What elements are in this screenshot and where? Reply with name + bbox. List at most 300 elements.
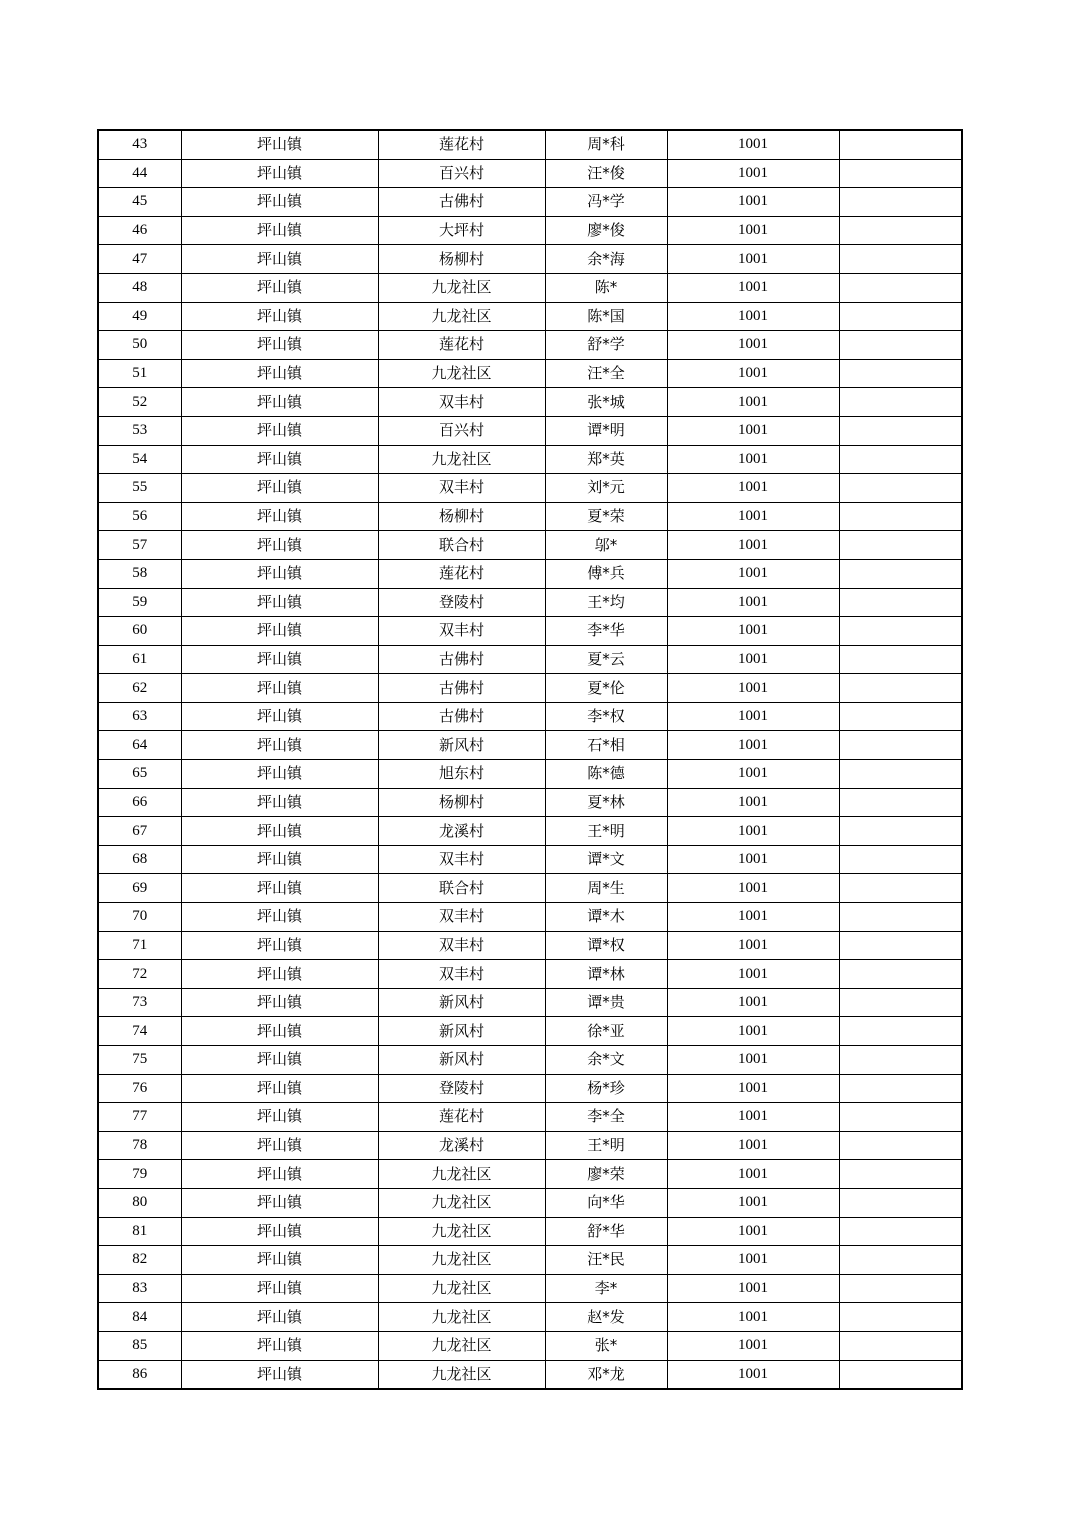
table-row [98, 617, 962, 646]
village-cell: 古佛村 [378, 645, 545, 674]
name-cell: 徐*亚 [545, 1017, 667, 1046]
row-number: 82 [98, 1246, 181, 1275]
row-number: 57 [98, 531, 181, 560]
remark-cell [839, 960, 962, 989]
remark-cell [839, 674, 962, 703]
table-row [98, 531, 962, 560]
name-cell: 舒*华 [545, 1217, 667, 1246]
town-cell: 坪山镇 [181, 531, 378, 560]
name-cell: 李*全 [545, 1103, 667, 1132]
village-cell: 九龙社区 [378, 445, 545, 474]
remark-cell [839, 788, 962, 817]
town-cell: 坪山镇 [181, 588, 378, 617]
remark-cell [839, 1017, 962, 1046]
table-row [98, 1017, 962, 1046]
row-number: 81 [98, 1217, 181, 1246]
amount-cell: 1001 [667, 760, 839, 789]
town-cell: 坪山镇 [181, 1103, 378, 1132]
amount-cell: 1001 [667, 1188, 839, 1217]
table-row [98, 216, 962, 245]
row-number: 84 [98, 1303, 181, 1332]
name-cell: 谭*木 [545, 903, 667, 932]
village-cell: 联合村 [378, 874, 545, 903]
table-row [98, 874, 962, 903]
town-cell: 坪山镇 [181, 1074, 378, 1103]
village-cell: 龙溪村 [378, 1131, 545, 1160]
amount-cell: 1001 [667, 988, 839, 1017]
amount-cell: 1001 [667, 960, 839, 989]
town-cell: 坪山镇 [181, 388, 378, 417]
remark-cell [839, 445, 962, 474]
village-cell: 杨柳村 [378, 245, 545, 274]
table-row [98, 960, 962, 989]
remark-cell [839, 1303, 962, 1332]
amount-cell: 1001 [667, 159, 839, 188]
table-row [98, 760, 962, 789]
amount-cell: 1001 [667, 1360, 839, 1389]
village-cell: 新风村 [378, 731, 545, 760]
amount-cell: 1001 [667, 331, 839, 360]
town-cell: 坪山镇 [181, 1274, 378, 1303]
name-cell: 陈* [545, 273, 667, 302]
table-row [98, 1331, 962, 1360]
remark-cell [839, 1188, 962, 1217]
remark-cell [839, 388, 962, 417]
remark-cell [839, 1074, 962, 1103]
town-cell: 坪山镇 [181, 1188, 378, 1217]
table-row [98, 388, 962, 417]
roster-table [97, 129, 963, 1390]
name-cell: 邓*龙 [545, 1360, 667, 1389]
village-cell: 古佛村 [378, 702, 545, 731]
village-cell: 九龙社区 [378, 359, 545, 388]
name-cell: 周*生 [545, 874, 667, 903]
row-number: 49 [98, 302, 181, 331]
table-row [98, 817, 962, 846]
table-row [98, 130, 962, 159]
amount-cell: 1001 [667, 1217, 839, 1246]
remark-cell [839, 731, 962, 760]
row-number: 62 [98, 674, 181, 703]
remark-cell [839, 531, 962, 560]
village-cell: 新风村 [378, 1017, 545, 1046]
name-cell: 向*华 [545, 1188, 667, 1217]
town-cell: 坪山镇 [181, 1360, 378, 1389]
town-cell: 坪山镇 [181, 159, 378, 188]
name-cell: 夏*伦 [545, 674, 667, 703]
village-cell: 双丰村 [378, 903, 545, 932]
town-cell: 坪山镇 [181, 1246, 378, 1275]
name-cell: 谭*贵 [545, 988, 667, 1017]
remark-cell [839, 645, 962, 674]
town-cell: 坪山镇 [181, 302, 378, 331]
table-row [98, 302, 962, 331]
amount-cell: 1001 [667, 1246, 839, 1275]
row-number: 86 [98, 1360, 181, 1389]
amount-cell: 1001 [667, 845, 839, 874]
name-cell: 夏*荣 [545, 502, 667, 531]
name-cell: 谭*林 [545, 960, 667, 989]
row-number: 73 [98, 988, 181, 1017]
amount-cell: 1001 [667, 188, 839, 217]
name-cell: 冯*学 [545, 188, 667, 217]
name-cell: 张* [545, 1331, 667, 1360]
village-cell: 双丰村 [378, 388, 545, 417]
village-cell: 莲花村 [378, 1103, 545, 1132]
row-number: 63 [98, 702, 181, 731]
row-number: 83 [98, 1274, 181, 1303]
amount-cell: 1001 [667, 817, 839, 846]
town-cell: 坪山镇 [181, 874, 378, 903]
village-cell: 九龙社区 [378, 1160, 545, 1189]
row-number: 70 [98, 903, 181, 932]
table-row [98, 1131, 962, 1160]
amount-cell: 1001 [667, 674, 839, 703]
village-cell: 九龙社区 [378, 1188, 545, 1217]
table-row [98, 273, 962, 302]
town-cell: 坪山镇 [181, 845, 378, 874]
name-cell: 王*明 [545, 817, 667, 846]
remark-cell [839, 416, 962, 445]
town-cell: 坪山镇 [181, 1303, 378, 1332]
row-number: 44 [98, 159, 181, 188]
amount-cell: 1001 [667, 302, 839, 331]
remark-cell [839, 331, 962, 360]
amount-cell: 1001 [667, 445, 839, 474]
amount-cell: 1001 [667, 1274, 839, 1303]
table-row [98, 559, 962, 588]
amount-cell: 1001 [667, 216, 839, 245]
table-row [98, 931, 962, 960]
remark-cell [839, 188, 962, 217]
row-number: 61 [98, 645, 181, 674]
table-row [98, 359, 962, 388]
amount-cell: 1001 [667, 130, 839, 159]
amount-cell: 1001 [667, 1103, 839, 1132]
village-cell: 双丰村 [378, 474, 545, 503]
town-cell: 坪山镇 [181, 559, 378, 588]
town-cell: 坪山镇 [181, 445, 378, 474]
remark-cell [839, 760, 962, 789]
row-number: 51 [98, 359, 181, 388]
table-row [98, 416, 962, 445]
town-cell: 坪山镇 [181, 1131, 378, 1160]
name-cell: 郑*英 [545, 445, 667, 474]
town-cell: 坪山镇 [181, 731, 378, 760]
town-cell: 坪山镇 [181, 474, 378, 503]
row-number: 55 [98, 474, 181, 503]
town-cell: 坪山镇 [181, 502, 378, 531]
remark-cell [839, 1274, 962, 1303]
table-row [98, 903, 962, 932]
name-cell: 陈*德 [545, 760, 667, 789]
amount-cell: 1001 [667, 388, 839, 417]
name-cell: 李* [545, 1274, 667, 1303]
remark-cell [839, 273, 962, 302]
village-cell: 登陵村 [378, 588, 545, 617]
remark-cell [839, 302, 962, 331]
row-number: 72 [98, 960, 181, 989]
amount-cell: 1001 [667, 559, 839, 588]
village-cell: 双丰村 [378, 617, 545, 646]
remark-cell [839, 474, 962, 503]
amount-cell: 1001 [667, 1017, 839, 1046]
remark-cell [839, 817, 962, 846]
name-cell: 舒*学 [545, 331, 667, 360]
name-cell: 傅*兵 [545, 559, 667, 588]
town-cell: 坪山镇 [181, 273, 378, 302]
town-cell: 坪山镇 [181, 760, 378, 789]
name-cell: 余*文 [545, 1046, 667, 1075]
amount-cell: 1001 [667, 245, 839, 274]
remark-cell [839, 1246, 962, 1275]
village-cell: 九龙社区 [378, 1303, 545, 1332]
village-cell: 九龙社区 [378, 1274, 545, 1303]
table-row [98, 1274, 962, 1303]
amount-cell: 1001 [667, 502, 839, 531]
remark-cell [839, 1160, 962, 1189]
row-number: 76 [98, 1074, 181, 1103]
amount-cell: 1001 [667, 1160, 839, 1189]
name-cell: 余*海 [545, 245, 667, 274]
village-cell: 古佛村 [378, 188, 545, 217]
amount-cell: 1001 [667, 874, 839, 903]
row-number: 66 [98, 788, 181, 817]
remark-cell [839, 617, 962, 646]
name-cell: 汪*全 [545, 359, 667, 388]
town-cell: 坪山镇 [181, 788, 378, 817]
row-number: 64 [98, 731, 181, 760]
table-row [98, 245, 962, 274]
village-cell: 九龙社区 [378, 1331, 545, 1360]
row-number: 71 [98, 931, 181, 960]
row-number: 78 [98, 1131, 181, 1160]
amount-cell: 1001 [667, 1074, 839, 1103]
table-row [98, 331, 962, 360]
remark-cell [839, 588, 962, 617]
amount-cell: 1001 [667, 416, 839, 445]
town-cell: 坪山镇 [181, 817, 378, 846]
row-number: 56 [98, 502, 181, 531]
amount-cell: 1001 [667, 588, 839, 617]
row-number: 53 [98, 416, 181, 445]
amount-cell: 1001 [667, 1303, 839, 1332]
amount-cell: 1001 [667, 645, 839, 674]
row-number: 54 [98, 445, 181, 474]
town-cell: 坪山镇 [181, 1217, 378, 1246]
village-cell: 古佛村 [378, 674, 545, 703]
amount-cell: 1001 [667, 903, 839, 932]
remark-cell [839, 559, 962, 588]
name-cell: 周*科 [545, 130, 667, 159]
town-cell: 坪山镇 [181, 1160, 378, 1189]
town-cell: 坪山镇 [181, 1046, 378, 1075]
town-cell: 坪山镇 [181, 1017, 378, 1046]
amount-cell: 1001 [667, 617, 839, 646]
table-row [98, 159, 962, 188]
village-cell: 登陵村 [378, 1074, 545, 1103]
name-cell: 廖*俊 [545, 216, 667, 245]
amount-cell: 1001 [667, 1046, 839, 1075]
table-row [98, 731, 962, 760]
village-cell: 双丰村 [378, 845, 545, 874]
amount-cell: 1001 [667, 788, 839, 817]
table-row [98, 1046, 962, 1075]
amount-cell: 1001 [667, 702, 839, 731]
village-cell: 联合村 [378, 531, 545, 560]
name-cell: 李*华 [545, 617, 667, 646]
table-row [98, 988, 962, 1017]
village-cell: 九龙社区 [378, 273, 545, 302]
town-cell: 坪山镇 [181, 416, 378, 445]
row-number: 74 [98, 1017, 181, 1046]
name-cell: 李*权 [545, 702, 667, 731]
name-cell: 廖*荣 [545, 1160, 667, 1189]
remark-cell [839, 845, 962, 874]
table-row [98, 645, 962, 674]
village-cell: 莲花村 [378, 331, 545, 360]
amount-cell: 1001 [667, 273, 839, 302]
town-cell: 坪山镇 [181, 245, 378, 274]
remark-cell [839, 874, 962, 903]
table-row [98, 1217, 962, 1246]
remark-cell [839, 502, 962, 531]
amount-cell: 1001 [667, 1131, 839, 1160]
remark-cell [839, 988, 962, 1017]
name-cell: 汪*俊 [545, 159, 667, 188]
row-number: 52 [98, 388, 181, 417]
row-number: 48 [98, 273, 181, 302]
village-cell: 百兴村 [378, 159, 545, 188]
row-number: 79 [98, 1160, 181, 1189]
row-number: 59 [98, 588, 181, 617]
row-number: 46 [98, 216, 181, 245]
town-cell: 坪山镇 [181, 988, 378, 1017]
table-row [98, 1074, 962, 1103]
village-cell: 莲花村 [378, 559, 545, 588]
table-row [98, 1188, 962, 1217]
name-cell: 刘*元 [545, 474, 667, 503]
village-cell: 双丰村 [378, 931, 545, 960]
remark-cell [839, 1217, 962, 1246]
village-cell: 九龙社区 [378, 1246, 545, 1275]
table-row [98, 788, 962, 817]
town-cell: 坪山镇 [181, 702, 378, 731]
amount-cell: 1001 [667, 1331, 839, 1360]
name-cell: 谭*文 [545, 845, 667, 874]
town-cell: 坪山镇 [181, 674, 378, 703]
roster-table-body [98, 130, 962, 1389]
remark-cell [839, 130, 962, 159]
remark-cell [839, 903, 962, 932]
name-cell: 汪*民 [545, 1246, 667, 1275]
table-row [98, 588, 962, 617]
town-cell: 坪山镇 [181, 331, 378, 360]
remark-cell [839, 931, 962, 960]
village-cell: 九龙社区 [378, 302, 545, 331]
row-number: 65 [98, 760, 181, 789]
table-row [98, 702, 962, 731]
village-cell: 九龙社区 [378, 1217, 545, 1246]
name-cell: 陈*国 [545, 302, 667, 331]
name-cell: 谭*明 [545, 416, 667, 445]
name-cell: 邬* [545, 531, 667, 560]
row-number: 80 [98, 1188, 181, 1217]
village-cell: 旭东村 [378, 760, 545, 789]
town-cell: 坪山镇 [181, 1331, 378, 1360]
village-cell: 新风村 [378, 1046, 545, 1075]
table-row [98, 502, 962, 531]
name-cell: 谭*权 [545, 931, 667, 960]
row-number: 69 [98, 874, 181, 903]
name-cell: 夏*林 [545, 788, 667, 817]
amount-cell: 1001 [667, 359, 839, 388]
town-cell: 坪山镇 [181, 903, 378, 932]
remark-cell [839, 1131, 962, 1160]
row-number: 47 [98, 245, 181, 274]
name-cell: 王*明 [545, 1131, 667, 1160]
amount-cell: 1001 [667, 531, 839, 560]
table-row [98, 1103, 962, 1132]
row-number: 68 [98, 845, 181, 874]
remark-cell [839, 1103, 962, 1132]
remark-cell [839, 1331, 962, 1360]
village-cell: 龙溪村 [378, 817, 545, 846]
remark-cell [839, 245, 962, 274]
table-row [98, 1360, 962, 1389]
name-cell: 张*城 [545, 388, 667, 417]
remark-cell [839, 216, 962, 245]
amount-cell: 1001 [667, 731, 839, 760]
village-cell: 双丰村 [378, 960, 545, 989]
row-number: 50 [98, 331, 181, 360]
table-row [98, 845, 962, 874]
row-number: 77 [98, 1103, 181, 1132]
village-cell: 新风村 [378, 988, 545, 1017]
name-cell: 王*均 [545, 588, 667, 617]
town-cell: 坪山镇 [181, 960, 378, 989]
town-cell: 坪山镇 [181, 931, 378, 960]
town-cell: 坪山镇 [181, 617, 378, 646]
town-cell: 坪山镇 [181, 645, 378, 674]
remark-cell [839, 359, 962, 388]
row-number: 67 [98, 817, 181, 846]
remark-cell [839, 159, 962, 188]
village-cell: 百兴村 [378, 416, 545, 445]
table-row [98, 1303, 962, 1332]
table-row [98, 674, 962, 703]
town-cell: 坪山镇 [181, 216, 378, 245]
table-row [98, 445, 962, 474]
row-number: 45 [98, 188, 181, 217]
table-row [98, 474, 962, 503]
row-number: 85 [98, 1331, 181, 1360]
amount-cell: 1001 [667, 931, 839, 960]
row-number: 60 [98, 617, 181, 646]
name-cell: 夏*云 [545, 645, 667, 674]
town-cell: 坪山镇 [181, 359, 378, 388]
remark-cell [839, 1046, 962, 1075]
name-cell: 杨*珍 [545, 1074, 667, 1103]
village-cell: 杨柳村 [378, 788, 545, 817]
town-cell: 坪山镇 [181, 130, 378, 159]
name-cell: 赵*发 [545, 1303, 667, 1332]
amount-cell: 1001 [667, 474, 839, 503]
table-row [98, 1160, 962, 1189]
village-cell: 莲花村 [378, 130, 545, 159]
name-cell: 石*相 [545, 731, 667, 760]
remark-cell [839, 702, 962, 731]
